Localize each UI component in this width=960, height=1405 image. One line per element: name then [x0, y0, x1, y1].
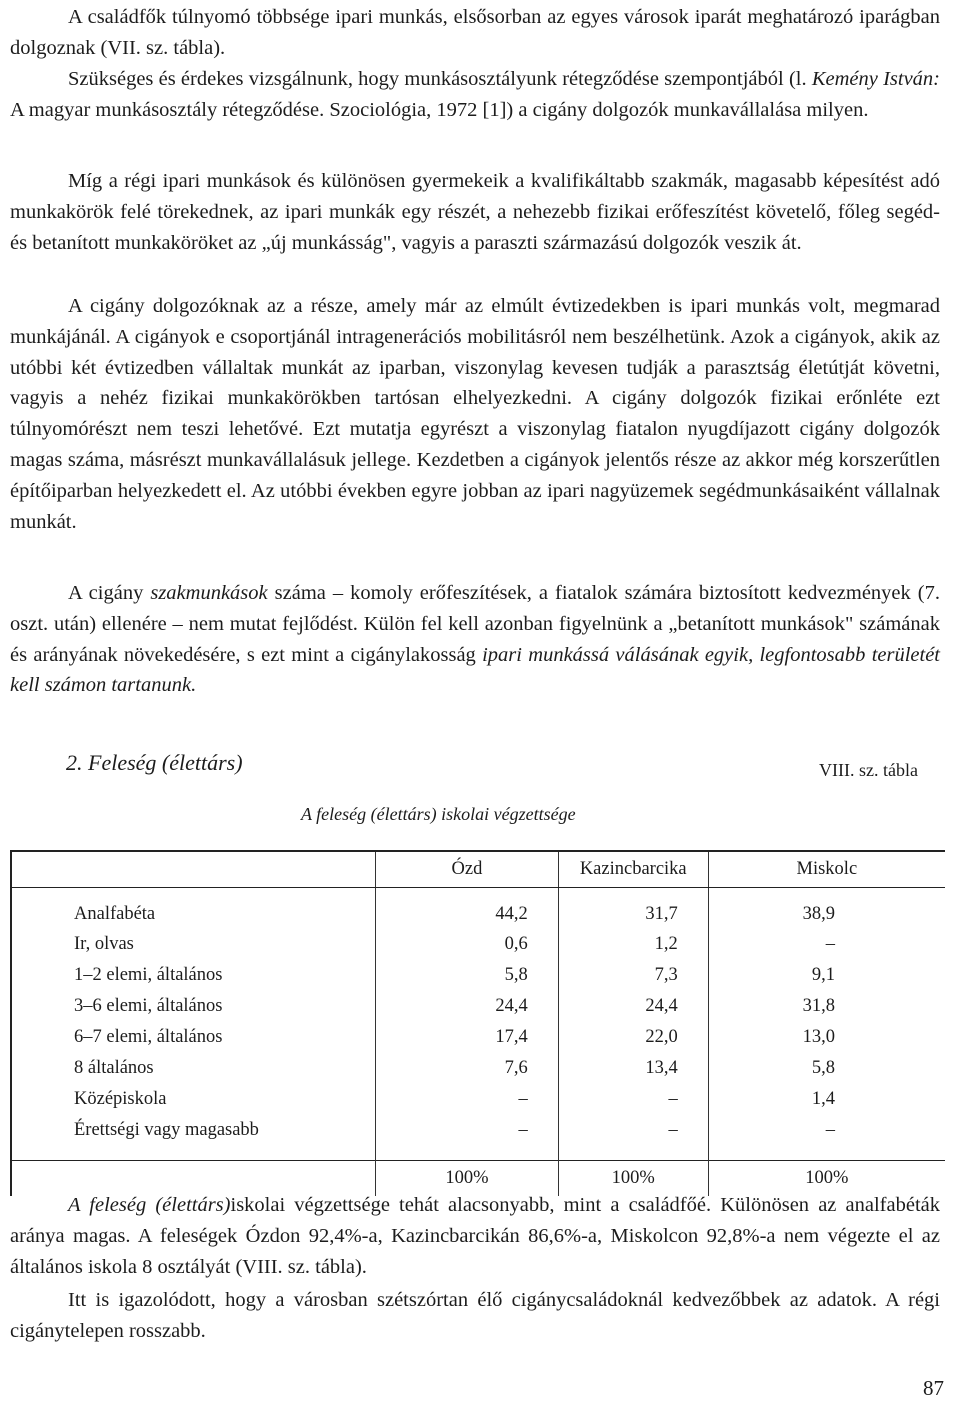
header-empty [11, 851, 376, 887]
paragraph-2 [10, 64, 940, 126]
paragraph-2-text-b: A magyar munkásosztály rétegződése. Szociológia, 1972 [1]) a cigány dolgozók munkavállalása milyen. [10, 98, 869, 121]
section-heading: 2. Feleség (élettárs) [66, 750, 243, 775]
table-row [11, 960, 945, 991]
paragraph-5-emphasis-end: ipari munkássá válásának egyik, legfontosabb területét kell számon tartanunk. [10, 643, 940, 697]
paragraph-6 [10, 1190, 940, 1282]
row-label: 8 általános [11, 1053, 376, 1084]
paragraph-5 [10, 578, 940, 701]
row-label: 6–7 elemi, általános [11, 1022, 376, 1053]
total-miskolc: 100% [708, 1160, 945, 1196]
paragraph-1-text: A családfők túlnyomó többsége ipari munkás, elsősorban az egyes városok iparát meghatározó iparágban dolgoznak (VII. sz. tábla). [10, 6, 940, 59]
paragraph-1 [10, 2, 940, 64]
paragraph-6-text: iskolai végzettsége tehát alacsonyabb, mint a családfőé. Különösen az analfabéták aránya magas. A feleségek Ózdon 92,4%-a, Kazincbarcikán 86,6%-a, Miskolcon 92,8%-a nem végezte el az általános iskola 8 osztályát (VIII. sz. tábla). [10, 1194, 940, 1278]
header-miskolc: Miskolc [708, 851, 945, 887]
paragraph-3: Míg a régi ipari munkások és különösen gyermekeik a kvalifikáltabb szakmák, magasabb képesítést adó munkakörök felé törekednek, az ipari munkák egy részét, a nehezebb fizikai erőfeszítést követelő, főleg segéd- és betanított munkaköröket az „új munkásság", vagyis a paraszti származású dolgozók veszik át. [10, 170, 940, 254]
cell-ozd: – [376, 1084, 559, 1115]
cell-ozd: 7,6 [376, 1053, 559, 1084]
row-label: Ir, olvas [11, 929, 376, 960]
education-table [10, 850, 945, 1196]
row-label: 1–2 elemi, általános [11, 960, 376, 991]
page-number: 87 [923, 1376, 944, 1400]
table-header-row [11, 851, 945, 887]
table-title: A feleség (élettárs) iskolai végzettsége [301, 804, 576, 824]
header-ozd: Ózd [376, 851, 559, 887]
table-row [11, 1022, 945, 1053]
row-label: Analfabéta [11, 887, 376, 929]
cell-miskolc: 1,4 [811, 1089, 835, 1109]
paragraph-6-emphasis: A feleség (élettárs) [68, 1194, 231, 1216]
table-row [11, 991, 945, 1022]
row-label: Érettségi vagy magasabb [11, 1115, 376, 1146]
cell-kazincbarcika: 22,0 [558, 1022, 708, 1053]
cell-miskolc: 38,9 [802, 903, 835, 924]
paragraph-5-emphasis: szakmunkások [150, 582, 268, 604]
cell-ozd: 5,8 [376, 960, 559, 991]
cell-kazincbarcika: – [558, 1115, 708, 1146]
paragraph-2-author: Kemény István: [811, 68, 941, 90]
table-row [11, 1053, 945, 1084]
row-label: Középiskola [11, 1084, 376, 1115]
cell-ozd: 44,2 [376, 887, 559, 929]
row-label: 3–6 elemi, általános [11, 991, 376, 1022]
cell-miskolc: 5,8 [811, 1058, 835, 1078]
cell-kazincbarcika: 31,7 [558, 887, 708, 929]
paragraph-5-text-b: száma – komoly erőfeszítések, a fiatalok számára biztosított kedvezmények (7. oszt. után) ellenére – nem mutat fejlődést. Külön fel kell azonban figyelnünk a „betanított munkások" számának és arányának növekedésére, s ezt mint a cigánylakosság [10, 582, 940, 666]
cell-kazincbarcika: – [558, 1084, 708, 1115]
spacer-cell [11, 1146, 376, 1160]
table-label: VIII. sz. tábla [819, 760, 918, 780]
cell-ozd: – [376, 1115, 559, 1146]
cell-miskolc: 9,1 [811, 965, 835, 985]
spacer-cell [376, 1146, 559, 1160]
header-kazincbarcika: Kazincbarcika [558, 851, 708, 887]
table-row [11, 887, 945, 929]
cell-ozd: 24,4 [376, 991, 559, 1022]
spacer-cell [708, 1146, 945, 1160]
spacer-cell [558, 1146, 708, 1160]
cell-ozd: 17,4 [376, 1022, 559, 1053]
cell-miskolc: – [825, 1120, 835, 1140]
table-row [11, 1084, 945, 1115]
paragraph-7: Itt is igazolódott, hogy a városban szétszórtan élő cigánycsaládoknál kedvezőbbek az adatok. A régi cigánytelepen rosszabb. [10, 1289, 940, 1342]
cell-miskolc: – [825, 934, 835, 954]
paragraph-5-text-a: A cigány [68, 582, 151, 604]
total-ozd: 100% [376, 1160, 559, 1196]
paragraph-2-text-a: Szükséges és érdekes vizsgálnunk, hogy munkásosztályunk rétegződése szempontjából (l. [68, 68, 812, 90]
paragraph-4: A cigány dolgozóknak az a része, amely már az elmúlt évtizedekben is ipari munkás volt, megmarad munkájánál. A cigányok e csoportjánál intragenerációs mobilitásról nem beszélhetünk. Azok a cigányok, akik az utóbbi két évtizedben vállaltak munkát az iparban, viszonylag kevesen tudják a parasztság életútját követni, vagyis a nehéz fizikai munkakörökben tartósan elhelyezkedni. A cigány dolgozók fizikai erőnléte ezt túlnyomórészt nem teszi lehetővé. Ezt mutatja egyrészt a viszonylag fiatalon nyugdíjazott cigány dolgozók magas száma, másrészt munkavállalásuk jellege. Kezdetben a cigányok jelentős része az akkor még korszerűtlen építőiparban helyezkedett el. Az utóbbi években egyre jobban az ipari nagyüzemek segédmunkásaiként vállalnak munkát. [10, 295, 940, 533]
table-row [11, 1115, 945, 1146]
cell-kazincbarcika: 13,4 [558, 1053, 708, 1084]
table-row [11, 929, 945, 960]
cell-kazincbarcika: 7,3 [558, 960, 708, 991]
cell-miskolc: 31,8 [802, 996, 835, 1016]
table-spacer-row [11, 1146, 945, 1160]
cell-kazincbarcika: 24,4 [558, 991, 708, 1022]
total-kazincbarcika: 100% [558, 1160, 708, 1196]
cell-miskolc: 13,0 [802, 1027, 835, 1047]
cell-ozd: 0,6 [376, 929, 559, 960]
cell-kazincbarcika: 1,2 [558, 929, 708, 960]
